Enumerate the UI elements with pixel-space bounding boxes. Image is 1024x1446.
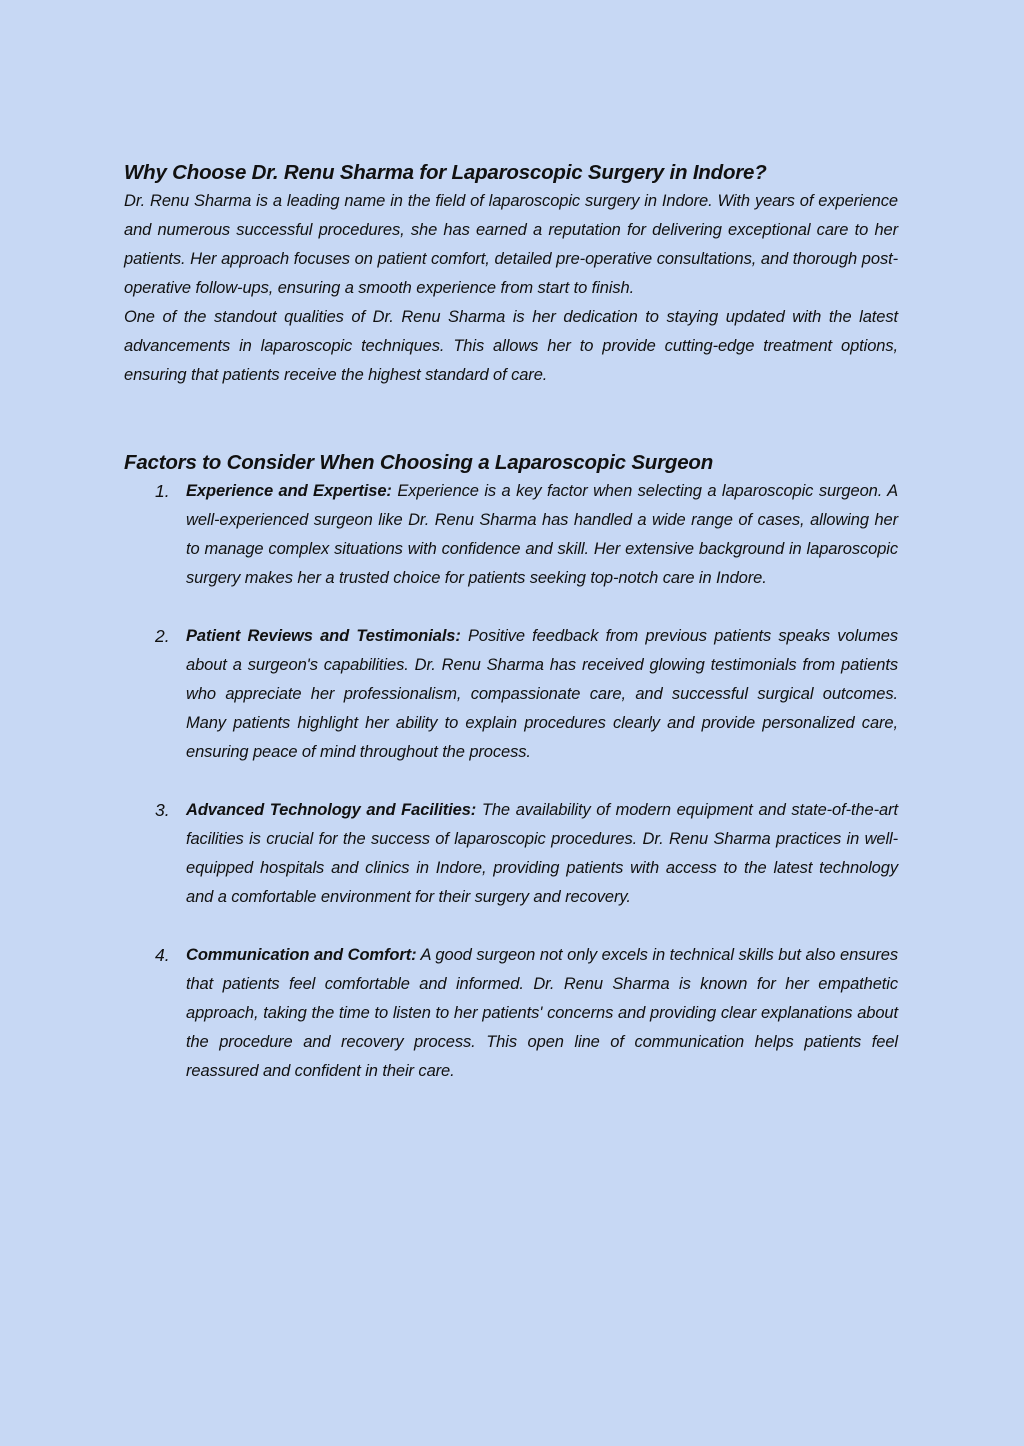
list-item-number: 4. bbox=[155, 945, 170, 965]
list-item bbox=[124, 796, 898, 912]
factors-list bbox=[124, 477, 898, 1086]
list-item-number: 2. bbox=[155, 626, 170, 646]
document-page bbox=[124, 158, 898, 1115]
list-item-title: Advanced Technology and Facilities: bbox=[186, 801, 477, 819]
intro-paragraph: Dr. Renu Sharma is a leading name in the field of laparoscopic surgery in Indore. With years of experience and numerous successful procedures, she has earned a reputation for delivering exceptional care to her patients. Her approach focuses on patient comfort, detailed pre-operative consultations, and thorough post-operative follow-ups, ensuring a smooth experience from start to finish. bbox=[124, 192, 898, 297]
list-item-body: Experience is a key factor when selecting a laparoscopic surgeon. A well-experienced surgeon like Dr. Renu Sharma has handled a wide range of cases, allowing her to manage complex situations with confidence and skill. Her extensive background in laparoscopic surgery makes her a trusted choice for patients seeking top-notch care in Indore. bbox=[186, 482, 898, 587]
list-item bbox=[124, 477, 898, 593]
list-item-text bbox=[186, 477, 898, 593]
section-heading-factors: Factors to Consider When Choosing a Laparoscopic Surgeon bbox=[124, 451, 714, 474]
list-item-text bbox=[186, 941, 898, 1086]
section-heading-why-choose: Why Choose Dr. Renu Sharma for Laparoscopic Surgery in Indore? bbox=[124, 161, 767, 184]
standout-paragraph: One of the standout qualities of Dr. Renu Sharma is her dedication to staying updated with the latest advancements in laparoscopic techniques. This allows her to provide cutting-edge treatment options, ensuring that patients receive the highest standard of care. bbox=[124, 308, 898, 384]
list-item bbox=[124, 622, 898, 767]
list-item-number: 3. bbox=[155, 800, 170, 820]
list-item-title: Experience and Expertise: bbox=[186, 482, 392, 500]
section-spacer bbox=[124, 390, 898, 448]
list-item-title: Communication and Comfort: bbox=[186, 946, 417, 964]
list-item-body: Positive feedback from previous patients speaks volumes about a surgeon's capabilities. Dr. Renu Sharma has received glowing testimonials from patients who appreciate her professionalism, compassionate care, and successful surgical outcomes. Many patients highlight her ability to explain procedures clearly and provide personalized care, ensuring peace of mind throughout the process. bbox=[186, 627, 898, 761]
list-item-number: 1. bbox=[155, 481, 170, 501]
list-item bbox=[124, 941, 898, 1086]
list-item-text bbox=[186, 622, 898, 767]
list-item-body: The availability of modern equipment and state-of-the-art facilities is crucial for the success of laparoscopic procedures. Dr. Renu Sharma practices in well-equipped hospitals and clinics in Indore, providing patients with access to the latest technology and a comfortable environment for their surgery and recovery. bbox=[186, 801, 898, 906]
list-item-body: A good surgeon not only excels in technical skills but also ensures that patients feel comfortable and informed. Dr. Renu Sharma is known for her empathetic approach, taking the time to listen to her patients' concerns and providing clear explanations about the procedure and recovery process. This open line of communication helps patients feel reassured and confident in their care. bbox=[186, 946, 898, 1080]
list-item-text bbox=[186, 796, 898, 912]
list-item-title: Patient Reviews and Testimonials: bbox=[186, 627, 461, 645]
